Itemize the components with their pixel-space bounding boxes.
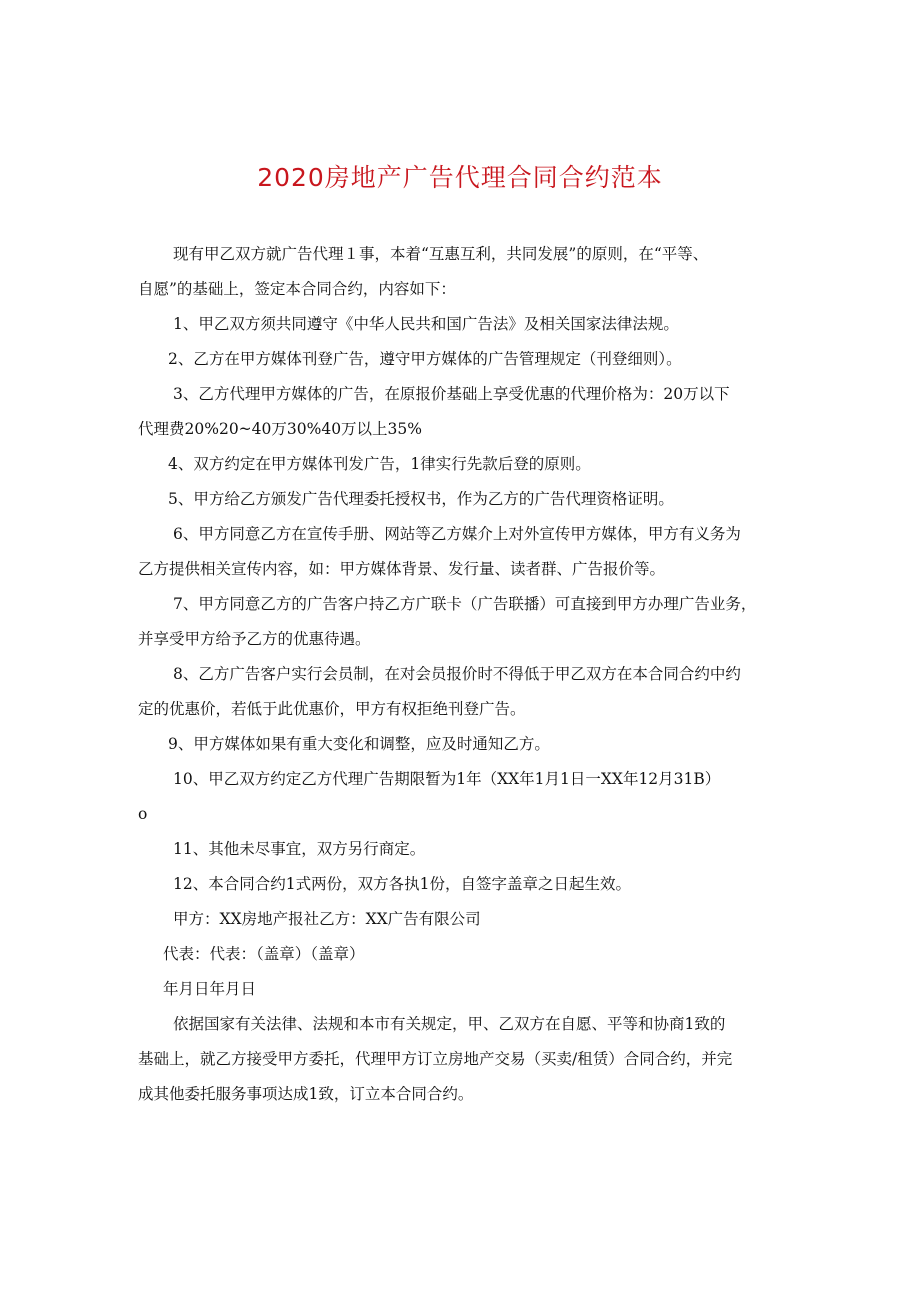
clause-3-line-1: 3、乙方代理甲方媒体的广告，在原报价基础上享受优惠的代理价格为：20万以下 [173,385,730,403]
clause-3-line-2: 代理费20%20~40万30%40万以上35% [138,420,423,438]
document-title: 2020房地产广告代理合同合约范本 [257,163,663,192]
clause-8-line-2: 定的优惠价，若低于此优惠价，甲方有权拒绝刊登广告。 [138,700,526,718]
clause-7 [138,587,798,657]
clause-9: 9、甲方媒体如果有重大变化和调整，应及时通知乙方。 [168,735,550,753]
clause-8 [138,657,798,727]
clause-8-line-1: 8、乙方广告客户实行会员制，在对会员报价时不得低于甲乙双方在本合同合约中约 [173,665,741,683]
clause-10 [138,762,798,832]
clause-4: 4、双方约定在甲方媒体刊发广告，1律实行先款后登的原则。 [168,455,591,473]
clause-6-line-1: 6、甲方同意乙方在宣传手册、网站等乙方媒介上对外宣传甲方媒体，甲方有义务为 [173,525,741,543]
clause-12: 12、本合同合约1式两份，双方各执1份，自签字盖章之日起生效。 [173,875,631,893]
representatives-line: 代表：代表：（盖章）（盖章） [163,945,365,963]
clause-2: 2、乙方在甲方媒体刊登广告，遵守甲方媒体的广告管理规定（刊登细则）。 [168,350,682,368]
intro-paragraph [138,237,798,307]
closing-line-1: 依据国家有关法律、法规和本市有关规定，甲、乙双方在自愿、平等和协商1致的 [173,1015,726,1033]
clause-1: 1、甲乙双方须共同遵守《中华人民共和国广告法》及相关国家法律法规。 [173,315,679,333]
clause-6 [138,517,798,587]
intro-line-2: 自愿”的基础上，签定本合同合约，内容如下： [138,280,456,298]
clause-6-line-2: 乙方提供相关宣传内容，如：甲方媒体背景、发行量、读者群、广告报价等。 [138,560,666,578]
closing-line-2: 基础上，就乙方接受甲方委托，代理甲方订立房地产交易（买卖/租赁）合同合约，并完 [138,1050,733,1068]
clause-10-line-2: o [138,805,148,823]
clause-5: 5、甲方给乙方颁发广告代理委托授权书，作为乙方的广告代理资格证明。 [168,490,674,508]
clause-7-line-1: 7、甲方同意乙方的广告客户持乙方广联卡（广告联播）可直接到甲方办理广告业务， [173,595,757,613]
intro-line-1: 现有甲乙双方就广告代理１事，本着“互惠互利，共同发展”的原则，在“平等、 [173,245,709,263]
closing-line-3: 成其他委托服务事项达成1致，订立本合同合约。 [138,1085,474,1103]
clause-3 [138,377,798,447]
clause-11: 11、其他未尽事宜，双方另行商定。 [173,840,426,858]
closing-paragraph [138,1007,798,1112]
parties-line: 甲方：XX房地产报社乙方：XX广告有限公司 [173,910,481,928]
date-line: 年月日年月日 [163,980,257,998]
clause-7-line-2: 并享受甲方给予乙方的优惠待遇。 [138,630,371,648]
clause-10-line-1: 10、甲乙双方约定乙方代理广告期限暂为1年（XX年1月1日一XX年12月31B） [173,770,721,788]
document-body [138,237,798,1112]
